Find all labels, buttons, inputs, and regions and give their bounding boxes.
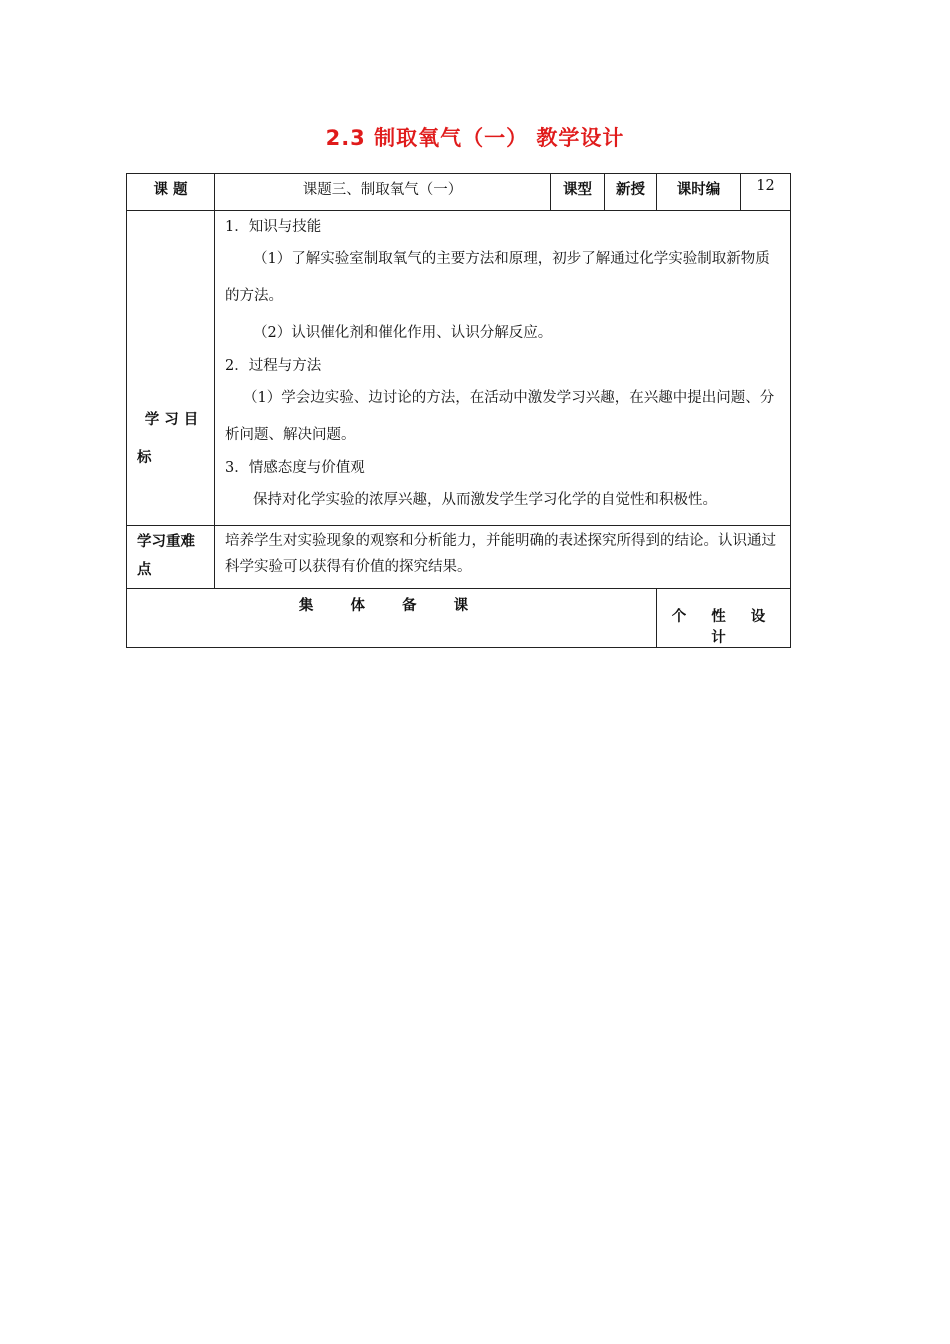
page-title: 2.3 制取氧气（一） 教学设计 [325,126,625,150]
period-value: 12 [756,178,775,194]
type-label: 课型 [563,182,592,198]
objectives-label-line1: 学 习 目 [144,412,199,428]
objectives-label-line2: 标 [137,450,152,466]
objective-item: （1）了解实验室制取氧气的主要方法和原理，初步了解通过化学实验制取新物质的方法。 [225,251,770,304]
key-points-label: 学习重难点 [137,534,195,578]
topic-value: 课题三、制取氧气（一） [302,182,463,198]
section-heading: 2．过程与方法 [225,358,322,374]
footer-row [127,589,791,648]
objectives-row [127,211,791,526]
collective-prep-label: 集 体 备 课 [298,598,485,614]
key-points-text: 培养学生对实验现象的观察和分析能力，并能明确的表述探究所得到的结论。认识通过科学实验可以获得有价值的探究结果。 [225,533,776,575]
period-label: 课时编 [676,182,721,198]
objective-item: 保持对化学实验的浓厚兴趣，从而激发学生学习化学的自觉性和积极性。 [253,492,717,508]
section-heading: 1．知识与技能 [225,219,322,235]
lesson-plan-table [126,173,791,648]
objective-item: （2）认识催化剂和催化作用、认识分解反应。 [253,325,553,341]
section-heading: 3．情感态度与价值观 [225,460,365,476]
key-points-row [127,526,791,589]
objective-item: （1）学会边实验、边讨论的方法，在活动中激发学习兴趣，在兴趣中提出问题、分析问题、解决问题。 [225,390,775,443]
topic-label: 课 题 [153,182,188,198]
personal-design-label: 个 性 设 计 [671,609,776,646]
objectives-label [127,211,214,477]
type-value: 新授 [616,182,645,198]
objectives-body [215,211,790,525]
header-row [127,174,791,211]
